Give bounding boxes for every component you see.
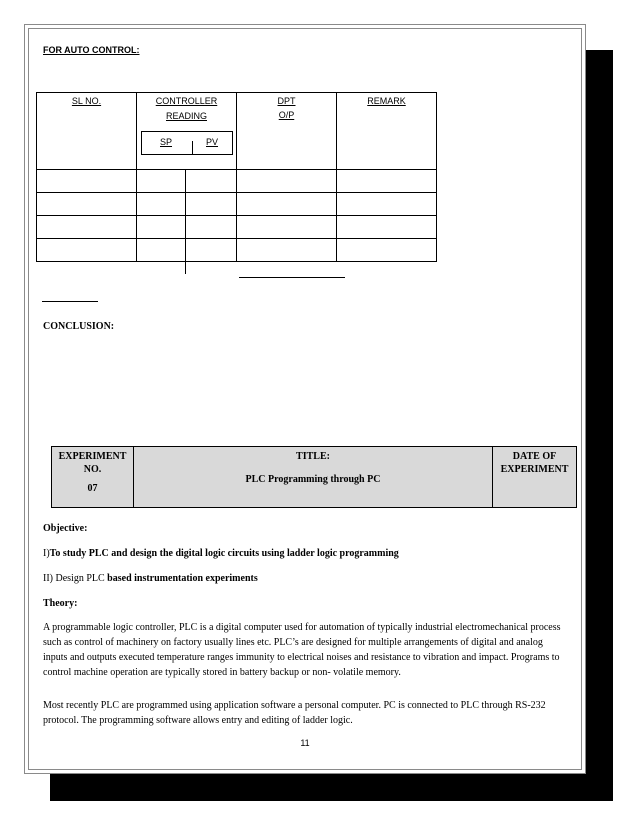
auto-control-table [36, 92, 437, 262]
theory-paragraph-1: A programmable logic controller, PLC is a digital computer used for automation of typically industrial electromechanical process such as control of machinery on factory usually lines etc. PLC’s are designed for multiple arrangements of digital and analog inputs and outputs executed temperature ranges immunity to electrical noises and resistance to vibration and impact. Programs to control machine operation are typically stored in battery backup or non- volatile memory. [43, 622, 561, 678]
table-cell [337, 216, 437, 239]
table-cell [137, 216, 237, 239]
table-cell [237, 170, 337, 193]
header-sl-no: SL NO. [37, 93, 137, 170]
experiment-number-cell: EXPERIMENT NO. 07 [52, 447, 134, 507]
separator-line [239, 277, 345, 278]
separator-line [42, 301, 98, 302]
experiment-number: 07 [87, 483, 98, 494]
table-row [37, 170, 437, 193]
table-cell [37, 216, 137, 239]
table-cell [237, 193, 337, 216]
page-number: 11 [300, 738, 310, 748]
header-dpt-op: DPT O/P [237, 93, 337, 170]
table-row [37, 216, 437, 239]
header-pv: PV [206, 137, 219, 147]
table-cell [237, 216, 337, 239]
table-cell [37, 239, 137, 262]
header-remark: REMARK [337, 93, 437, 170]
theory-paragraph-2: Most recently PLC are programmed using application software a personal computer. PC is connected to PLC through RS-232 protocol. The programming software allows entry and editing of ladder logic. [43, 700, 546, 726]
table-header-row [37, 93, 437, 170]
table-cell [137, 193, 237, 216]
objective-item-2: II) Design PLC based instrumentation experiments [43, 573, 258, 584]
table-cell [37, 170, 137, 193]
experiment-date-cell: DATE OF EXPERIMENT [500, 451, 569, 475]
header-controller-reading: CONTROLLER READING SP PV [137, 93, 237, 170]
header-sp: SP [160, 137, 173, 147]
sp-pv-divider [192, 141, 193, 154]
theory-heading: Theory: [43, 598, 78, 609]
table-cell [137, 170, 237, 193]
table-cell [237, 239, 337, 262]
auto-control-heading: FOR AUTO CONTROL: [43, 45, 140, 55]
sp-pv-box [141, 131, 233, 155]
experiment-header-box [51, 446, 577, 508]
table-cell [137, 239, 237, 262]
conclusion-heading: CONCLUSION: [43, 321, 115, 332]
table-row [37, 193, 437, 216]
document-page [24, 24, 586, 774]
table-cell [337, 239, 437, 262]
table-cell [337, 193, 437, 216]
controller-column-divider [185, 170, 186, 274]
experiment-title: PLC Programming through PC [245, 474, 381, 485]
table-cell [37, 193, 137, 216]
objective-heading: Objective: [43, 523, 88, 534]
table-cell [337, 170, 437, 193]
experiment-title-cell: TITLE: PLC Programming through PC [134, 447, 493, 507]
objective-item-1: I)To study PLC and design the digital logic circuits using ladder logic programming [43, 548, 399, 559]
table-row [37, 239, 437, 262]
